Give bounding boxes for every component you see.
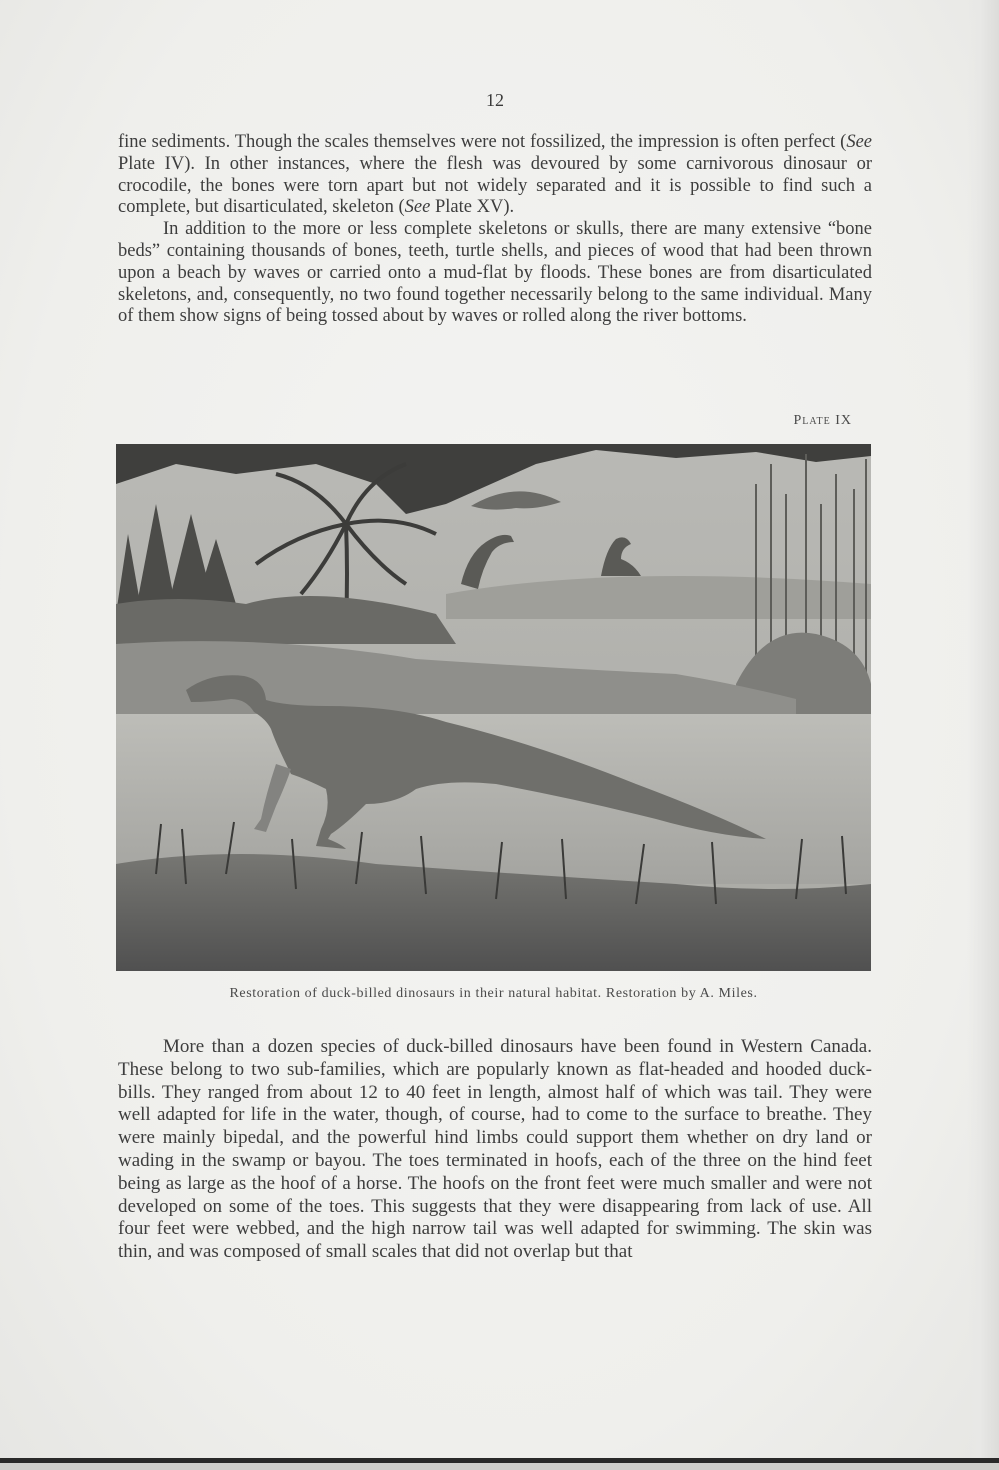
upper-text-block [118,132,872,328]
lower-text-block [118,1036,872,1264]
paragraph-2: In addition to the more or less complete skeletons or skulls, there are many extensive “bone beds” containing thousands of bones, teeth, turtle shells, and pieces of wood that had been thrown upon a beach by waves or carried onto a mud-flat by floods. These bones are from disarticulated skeletons, and, consequently, no two found together necessarily belong to the same individual. Many of them show signs of being tossed about by waves or rolled along the river bottoms. [118,219,872,327]
plate-illustration [116,444,871,971]
paragraph-1-part-a: fine sediments. Though the scales themselves were not fossilized, the impression is often perfect ( [118,132,847,152]
paragraph-1-see-1: See [846,132,872,152]
paragraph-1-part-c: Plate XV). [430,197,515,218]
bottom-edge [0,1463,999,1470]
page-edge-shadow [967,0,999,1470]
page-number: 12 [486,90,504,110]
dinosaur-habitat-illustration [116,444,871,971]
paragraph-1-part-b: Plate IV). In other instances, where the flesh was devoured by some carnivorous dinosaur or crocodile, the bones were torn apart but not widely separated and it is possible to find such a complete, but disarticulated, skeleton ( [118,153,872,218]
plate-label: Plate IX [793,413,852,428]
paragraph-1 [118,132,872,219]
paragraph-1-see-2: See [404,197,431,218]
paragraph-3: More than a dozen species of duck-billed dinosaurs have been found in Western Canada. These belong to two sub-families, which are popularly known as flat-headed and hooded duck-bills. They ranged from about 12 to 40 feet in length, almost half of which was tail. They were well adapted for life in the water, though, of course, had to come to the surface to breathe. They were mainly bipedal, and the powerful hind limbs could support them whether on dry land or wading in the swamp or bayou. The toes terminated in hoofs, each of the three on the hind feet being as large as the hoof of a horse. The hoofs on the front feet were much smaller and were not developed on some of the toes. This suggests that they were disappearing from lack of use. All four feet were webbed, and the high narrow tail was well adapted for swimming. The skin was thin, and was composed of small scales that did not overlap but that [118,1036,872,1263]
plate-caption: Restoration of duck-billed dinosaurs in their natural habitat. Restoration by A. Miles. [229,986,758,1001]
